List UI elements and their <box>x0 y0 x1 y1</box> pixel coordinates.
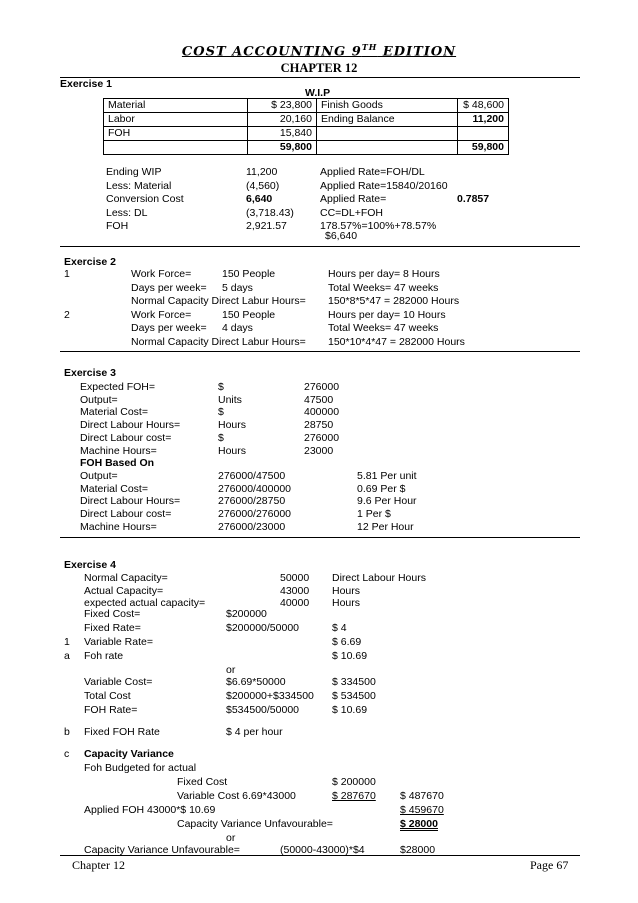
row-value: 28750 <box>304 419 334 432</box>
wip-credit-value: $ 48,600 <box>458 99 509 113</box>
capacity-variance-2-label: Capacity Variance Unfavourable= <box>84 844 240 856</box>
row-formula: 276000/28750 <box>218 495 286 508</box>
row-result: 5.81 Per unit <box>357 470 417 482</box>
row-detail: Total Weeks= 47 weeks <box>328 322 439 334</box>
row-result: 12 Per Hour <box>357 520 414 533</box>
foh-based-on-heading: FOH Based On <box>80 457 155 469</box>
row-label: Output= <box>80 470 118 482</box>
calc-label: Less: Material <box>106 179 172 192</box>
fixed-cost-value: $200000 <box>226 608 267 620</box>
row-label: Material Cost= <box>80 482 148 495</box>
row-unit: Hours <box>218 444 247 457</box>
calc-note: Applied Rate=15840/20160 <box>320 179 448 192</box>
wip-debit-value: 59,800 <box>248 141 317 155</box>
wip-credit-value <box>458 127 509 141</box>
calc-note: Applied Rate=FOH/DL <box>320 166 425 178</box>
header-rule <box>60 77 580 78</box>
wip-table <box>103 98 509 155</box>
calc-note: 178.57%=100%+78.57% <box>320 220 437 232</box>
calc-label: Conversion Cost <box>106 193 184 205</box>
row-value: 150 People <box>222 268 276 280</box>
row-value: 43000 <box>280 584 310 597</box>
footer-page-number: Page 67 <box>530 858 569 872</box>
row-value: 4 days <box>222 322 253 334</box>
row-formula: 276000/23000 <box>218 520 286 533</box>
item-1-number: 1 <box>64 636 70 648</box>
divider-1 <box>60 246 580 247</box>
wip-row <box>104 113 509 127</box>
budget-variable-cost-value: $ 287670 <box>332 790 376 802</box>
capacity-variance-2-formula: (50000-43000)*$4 <box>280 844 365 856</box>
row-label: Machine Hours= <box>80 444 157 457</box>
wip-debit-label <box>104 141 248 155</box>
row-value: 276000 <box>304 381 340 393</box>
budget-total: $ 487670 <box>400 790 444 802</box>
row-detail: 150*10*4*47 = 282000 Hours <box>328 335 465 348</box>
wip-debit-value: $ 23,800 <box>248 99 317 113</box>
row-unit: Hours <box>218 419 247 432</box>
wip-row <box>104 141 509 155</box>
row-formula: 276000/276000 <box>218 508 291 521</box>
calc-label: FOH <box>106 220 129 232</box>
foh-rate-2-formula: $534500/50000 <box>226 704 299 716</box>
fixed-foh-rate-value: $ 4 per hour <box>226 726 283 738</box>
foh-rate-2-label: FOH Rate= <box>84 704 138 716</box>
foh-rate-2-result: $ 10.69 <box>332 704 368 716</box>
row-unit: Direct Labour Hours <box>332 572 426 584</box>
foh-rate-label: Foh rate <box>84 650 124 662</box>
applied-foh-label: Applied FOH 43000*$ 10.69 <box>84 804 216 816</box>
row-label: Work Force= <box>131 308 192 321</box>
wip-debit-value: 15,840 <box>248 127 317 141</box>
fixed-rate-formula: $200000/50000 <box>226 622 299 634</box>
wip-debit-label: FOH <box>104 127 248 141</box>
item-c-letter: c <box>64 748 70 760</box>
variable-cost-result: $ 334500 <box>332 676 376 688</box>
row-value: 276000 <box>304 431 340 444</box>
divider-3 <box>60 537 580 538</box>
row-value: 23000 <box>304 444 334 457</box>
total-cost-result: $ 534500 <box>332 690 376 702</box>
row-unit: $ <box>218 381 224 393</box>
row-label: Output= <box>80 393 118 406</box>
wip-credit-label <box>317 141 458 155</box>
calc-value: (3,718.43) <box>246 206 294 219</box>
row-label: Days per week= <box>131 281 207 294</box>
foh-rate-result: $ 10.69 <box>332 650 368 662</box>
row-label: expected actual capacity= <box>84 597 206 609</box>
calc-note: Applied Rate= <box>320 193 387 205</box>
calc-label: Ending WIP <box>106 166 162 178</box>
calc-note: CC=DL+FOH <box>320 206 384 219</box>
wip-row <box>104 99 509 113</box>
wip-credit-value: 11,200 <box>458 113 509 127</box>
row-label: Actual Capacity= <box>84 584 164 597</box>
row-detail: Hours per day= 8 Hours <box>328 268 440 280</box>
row-detail: Total Weeks= 47 weeks <box>328 281 439 294</box>
row-label: Direct Labour Hours= <box>80 419 181 432</box>
exercise-1-final: $6,640 <box>325 230 358 242</box>
or-text-2: or <box>226 832 236 844</box>
capacity-variance-2-value: $28000 <box>400 844 436 856</box>
row-result: 0.69 Per $ <box>357 482 406 495</box>
wip-credit-value: 59,800 <box>458 141 509 155</box>
budget-fixed-cost-value: $ 200000 <box>332 776 376 788</box>
calc-value: 2,921.57 <box>246 220 287 232</box>
row-label: Machine Hours= <box>80 520 157 533</box>
row-detail: 150*8*5*47 = 282000 Hours <box>328 295 460 307</box>
wip-debit-value: 20,160 <box>248 113 317 127</box>
row-result: 1 Per $ <box>357 508 391 521</box>
wip-credit-label: Finish Goods <box>317 99 458 113</box>
item-b-letter: b <box>64 726 70 738</box>
variable-rate-label: Variable Rate= <box>84 636 153 648</box>
variable-cost-formula: $6.69*50000 <box>226 676 286 688</box>
applied-rate-value: 0.7857 <box>457 193 490 205</box>
exercise-4-heading: Exercise 4 <box>64 559 116 571</box>
wip-credit-label <box>317 127 458 141</box>
budget-fixed-cost-label: Fixed Cost <box>177 776 228 788</box>
capacity-variance-value: $ 28000 <box>400 818 438 830</box>
footer-rule <box>60 855 580 856</box>
row-unit: Hours <box>332 597 361 609</box>
fixed-rate-label: Fixed Rate= <box>84 622 141 634</box>
row-result: 9.6 Per Hour <box>357 495 417 508</box>
calc-value: (4,560) <box>246 179 280 192</box>
wip-label: W.I.P <box>305 87 331 99</box>
exercise-3-heading: Exercise 3 <box>64 367 116 379</box>
wip-debit-label: Material <box>104 99 248 113</box>
wip-credit-label: Ending Balance <box>317 113 458 127</box>
or-text-1: or <box>226 664 236 676</box>
capacity-variance-label: Capacity Variance Unfavourable= <box>177 818 333 830</box>
row-detail: Hours per day= 10 Hours <box>328 308 446 321</box>
row-label: Normal Capacity Direct Labur Hours= <box>131 295 306 307</box>
row-unit: $ <box>218 406 224 419</box>
wip-row <box>104 127 509 141</box>
row-label: Expected FOH= <box>80 381 155 393</box>
fixed-cost-label: Fixed Cost= <box>84 608 141 620</box>
divider-2 <box>60 351 580 352</box>
calc-label: Less: DL <box>106 206 148 219</box>
variable-cost-label: Variable Cost= <box>84 676 153 688</box>
foh-budgeted-label: Foh Budgeted for actual <box>84 762 197 774</box>
budget-variable-cost-label: Variable Cost 6.69*43000 <box>177 790 296 802</box>
item-number: 1 <box>64 268 70 280</box>
row-formula: 276000/47500 <box>218 470 286 482</box>
row-label: Normal Capacity= <box>84 572 168 584</box>
row-label: Work Force= <box>131 268 192 280</box>
row-value: 50000 <box>280 572 310 584</box>
chapter-title: CHAPTER 12 <box>280 61 358 75</box>
applied-foh-value: $ 459670 <box>400 804 444 816</box>
item-a-letter: a <box>64 650 70 662</box>
fixed-foh-rate-label: Fixed FOH Rate <box>84 726 160 738</box>
exercise-2-heading: Exercise 2 <box>64 256 116 268</box>
capacity-variance-heading: Capacity Variance <box>84 748 174 760</box>
book-title: COST ACCOUNTING 9TH EDITION <box>181 42 457 60</box>
calc-value: 11,200 <box>246 166 278 178</box>
row-value: 5 days <box>222 281 253 294</box>
calc-value: 6,640 <box>246 193 273 205</box>
row-unit: $ <box>218 431 224 444</box>
row-value: 47500 <box>304 393 334 406</box>
row-label: Days per week= <box>131 322 207 334</box>
row-value: 40000 <box>280 597 310 609</box>
row-label: Direct Labour cost= <box>80 508 172 521</box>
row-formula: 276000/400000 <box>218 482 291 495</box>
item-number: 2 <box>64 308 70 321</box>
total-cost-formula: $200000+$334500 <box>226 690 314 702</box>
row-label: Normal Capacity Direct Labur Hours= <box>131 335 306 348</box>
row-label: Direct Labour Hours= <box>80 495 181 508</box>
wip-debit-label: Labor <box>104 113 248 127</box>
fixed-rate-result: $ 4 <box>332 622 347 634</box>
row-unit: Hours <box>332 584 361 597</box>
footer-chapter: Chapter 12 <box>72 858 125 872</box>
row-value: 400000 <box>304 406 340 419</box>
variable-rate-result: $ 6.69 <box>332 636 362 648</box>
row-label: Material Cost= <box>80 406 148 419</box>
total-cost-label: Total Cost <box>84 690 131 702</box>
exercise-1-heading: Exercise 1 <box>60 78 112 90</box>
row-unit: Units <box>218 393 242 406</box>
row-label: Direct Labour cost= <box>80 431 172 444</box>
row-value: 150 People <box>222 308 276 321</box>
